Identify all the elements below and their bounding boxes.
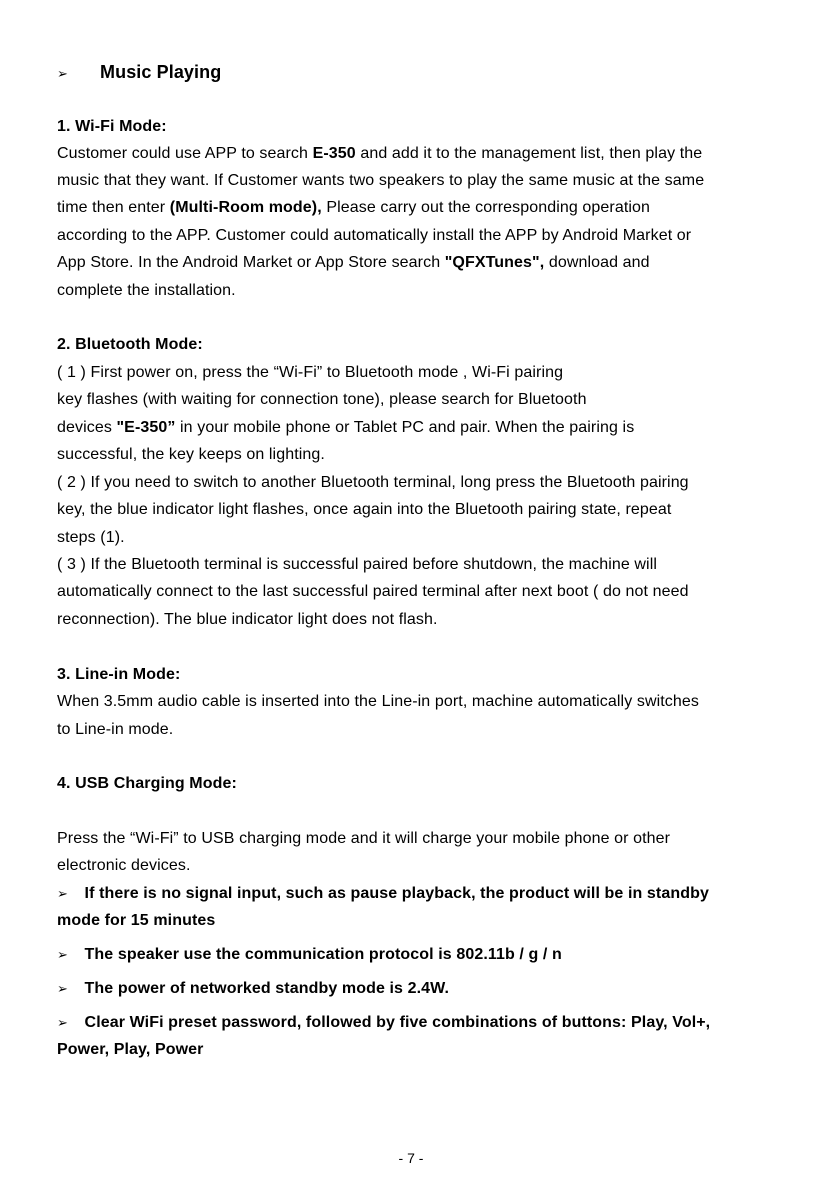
note-item: ➢ If there is no signal input, such as pause playback, the product will be in standby xyxy=(57,880,709,907)
bullet-arrow-icon: ➢ xyxy=(57,1015,68,1030)
usb-text-line: electronic devices. xyxy=(57,857,191,874)
bluetooth-text-line: devices "E-350” in your mobile phone or Tablet PC and pair. When the pairing is xyxy=(57,419,635,436)
usb-text-line: Press the “Wi-Fi” to USB charging mode and it will charge your mobile phone or other xyxy=(57,830,671,847)
bluetooth-text-line: automatically connect to the last successful paired terminal after next boot ( do not need xyxy=(57,583,689,600)
bluetooth-text-line: key, the blue indicator light flashes, once again into the Bluetooth pairing state, repeat xyxy=(57,501,672,518)
wifi-text-line: complete the installation. xyxy=(57,282,236,299)
note-item-continued: mode for 15 minutes xyxy=(57,912,216,929)
bluetooth-text-line: steps (1). xyxy=(57,529,125,546)
bluetooth-text-line: key flashes (with waiting for connection tone), please search for Bluetooth xyxy=(57,391,587,408)
bluetooth-text-line: reconnection). The blue indicator light does not flash. xyxy=(57,611,438,628)
bullet-arrow-icon: ➢ xyxy=(57,886,68,901)
wifi-text-line: Customer could use APP to search E-350 and add it to the management list, then play the xyxy=(57,145,703,162)
section-title-row xyxy=(57,60,70,87)
note-item-continued: Power, Play, Power xyxy=(57,1041,204,1058)
bullet-arrow-icon: ➢ xyxy=(57,947,68,962)
linein-heading: 3. Line-in Mode: xyxy=(57,666,181,683)
bullet-arrow-icon: ➢ xyxy=(57,981,68,996)
bluetooth-heading: 2. Bluetooth Mode: xyxy=(57,336,203,353)
linein-text-line: to Line-in mode. xyxy=(57,721,174,738)
bluetooth-text-line: ( 2 ) If you need to switch to another Bluetooth terminal, long press the Bluetooth pairing xyxy=(57,474,689,491)
note-item: ➢ The speaker use the communication protocol is 802.11b / g / n xyxy=(57,941,562,968)
bluetooth-text-line: successful, the key keeps on lighting. xyxy=(57,446,325,463)
usb-heading: 4. USB Charging Mode: xyxy=(57,775,237,792)
wifi-heading: 1. Wi-Fi Mode: xyxy=(57,118,167,135)
bluetooth-text-line: ( 3 ) If the Bluetooth terminal is successful paired before shutdown, the machine will xyxy=(57,556,658,573)
wifi-text-line: music that they want. If Customer wants two speakers to play the same music at the same xyxy=(57,172,705,189)
page-title: Music Playing xyxy=(100,62,222,82)
page-number: - 7 - xyxy=(398,1150,424,1166)
note-item: ➢ Clear WiFi preset password, followed by five combinations of buttons: Play, Vol+, xyxy=(57,1009,710,1036)
bullet-arrow-icon: ➢ xyxy=(57,66,68,81)
bluetooth-text-line: ( 1 ) First power on, press the “Wi-Fi” to Bluetooth mode , Wi-Fi pairing xyxy=(57,364,564,381)
wifi-text-line: time then enter (Multi-Room mode), Please carry out the corresponding operation xyxy=(57,199,651,216)
wifi-text-line: according to the APP. Customer could automatically install the APP by Android Market or xyxy=(57,227,692,244)
note-item: ➢ The power of networked standby mode is 2.4W. xyxy=(57,975,449,1002)
wifi-text-line: App Store. In the Android Market or App Store search "QFXTunes", download and xyxy=(57,254,650,271)
linein-text-line: When 3.5mm audio cable is inserted into the Line-in port, machine automatically switches xyxy=(57,693,700,710)
